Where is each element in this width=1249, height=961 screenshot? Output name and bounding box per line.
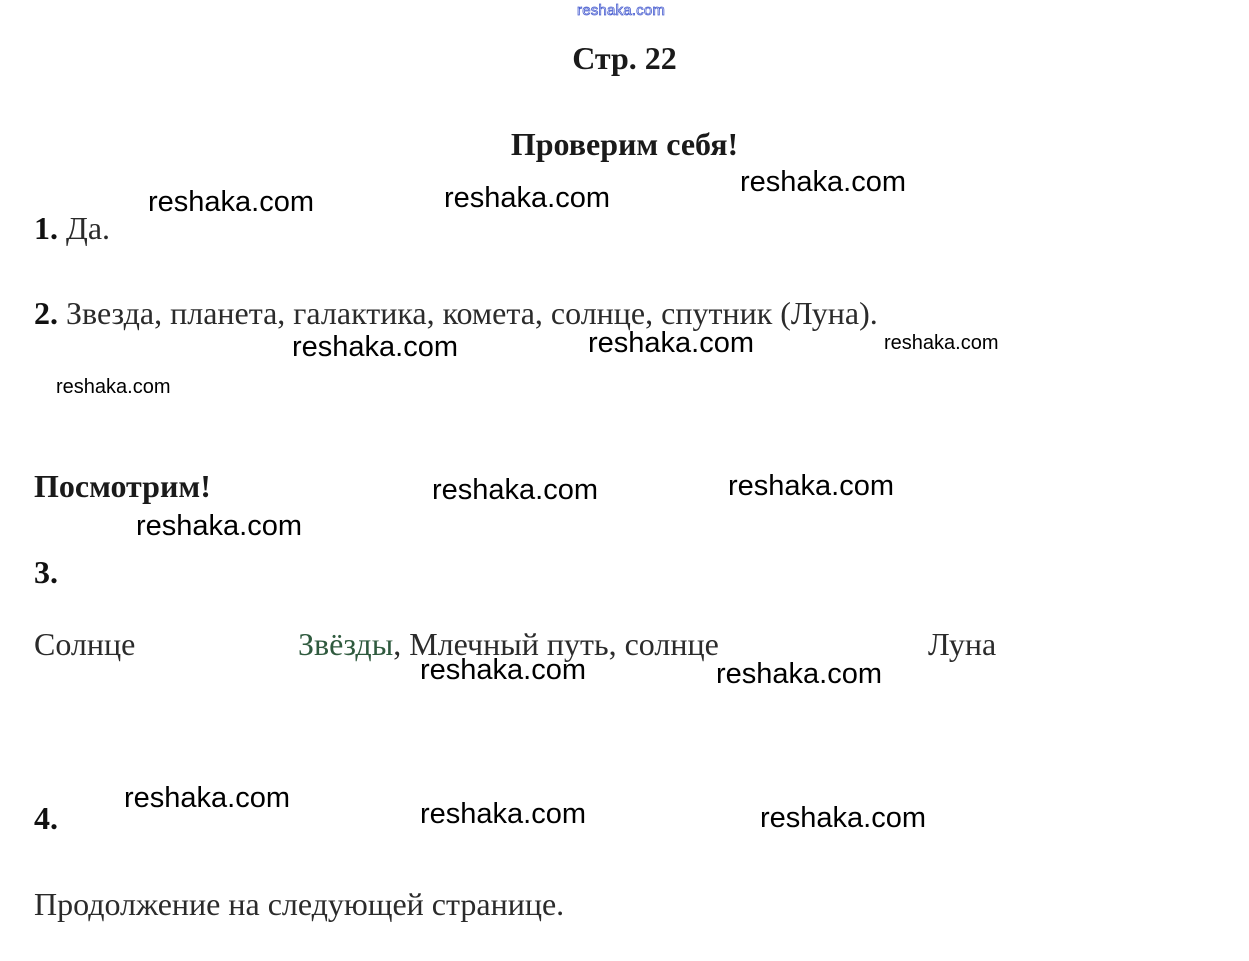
watermark: reshaka.com bbox=[728, 470, 895, 502]
watermark: reshaka.com bbox=[420, 798, 587, 830]
watermark: reshaka.com bbox=[740, 166, 907, 198]
label-moon: Луна bbox=[928, 626, 997, 662]
watermark: reshaka.com bbox=[588, 327, 755, 359]
watermark: reshaka.com bbox=[432, 474, 599, 506]
watermark: reshaka.com bbox=[56, 376, 171, 398]
watermark: reshaka.com bbox=[292, 331, 459, 363]
answer-1 bbox=[34, 210, 110, 247]
look-section-title: Посмотрим! bbox=[34, 468, 211, 504]
section-title: Проверим себя! bbox=[510, 126, 739, 162]
top-watermark: reshaka.com bbox=[577, 2, 666, 19]
watermark: reshaka.com bbox=[136, 510, 303, 542]
answer-1-text: Да. bbox=[58, 210, 111, 246]
watermark: reshaka.com bbox=[884, 332, 999, 354]
answer-2-number: 2. bbox=[34, 295, 58, 331]
item-4-number: 4. bbox=[34, 800, 58, 836]
label-milky-way: , Млечный путь, солнце bbox=[393, 626, 719, 662]
answer-2-text: Звезда, планета, галактика, комета, солнце, спутник (Луна). bbox=[58, 295, 878, 331]
watermark: reshaka.com bbox=[124, 782, 291, 814]
watermark: reshaka.com bbox=[716, 658, 883, 690]
watermark: reshaka.com bbox=[148, 186, 315, 218]
continuation-note: Продолжение на следующей странице. bbox=[34, 886, 565, 922]
watermark: reshaka.com bbox=[444, 182, 611, 214]
item-3-number: 3. bbox=[34, 554, 58, 590]
label-sun: Солнце bbox=[34, 626, 136, 662]
label-stars: Звёзды bbox=[298, 626, 394, 662]
page-number: Стр. 22 bbox=[572, 40, 677, 76]
watermark: reshaka.com bbox=[420, 654, 587, 686]
answer-1-number: 1. bbox=[34, 210, 58, 246]
watermark: reshaka.com bbox=[760, 802, 927, 834]
